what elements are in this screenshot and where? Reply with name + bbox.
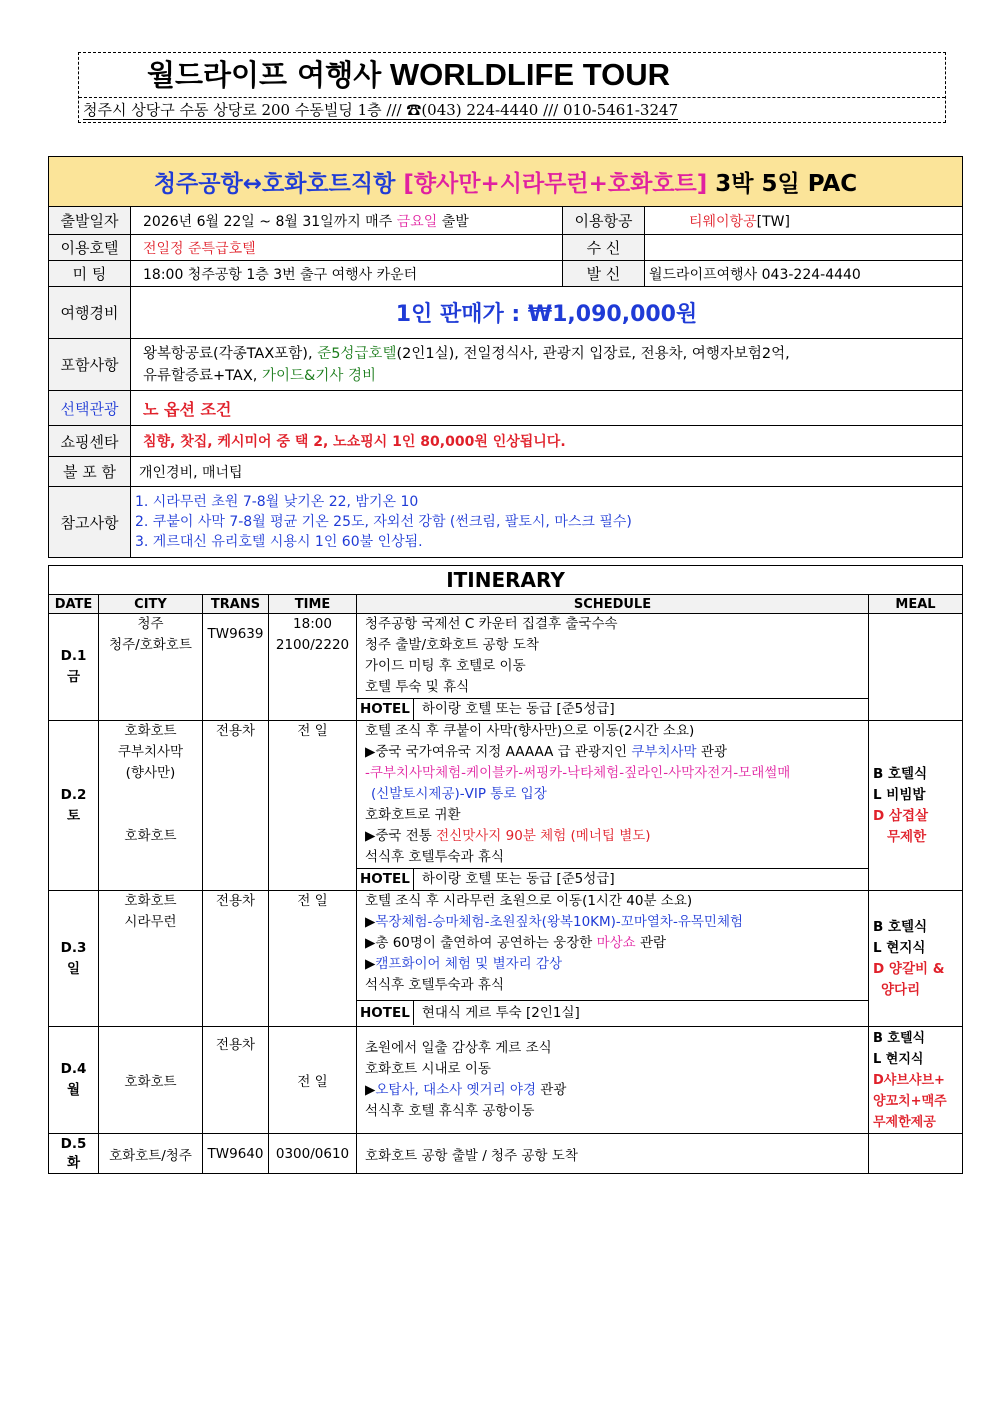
day-trans bbox=[203, 614, 269, 721]
depart-label: 출발일자 bbox=[49, 207, 131, 235]
shop-label: 쇼핑센타 bbox=[49, 426, 131, 457]
day-date: D.1 금 bbox=[49, 614, 99, 721]
meal-dinner: D 양갈비 & bbox=[873, 960, 945, 977]
schedule-line: 가이드 미팅 후 호텔로 이동 bbox=[365, 658, 526, 674]
hotel-tag: HOTEL bbox=[357, 1001, 414, 1025]
col-date: DATE bbox=[49, 595, 99, 614]
day-schedule bbox=[357, 891, 869, 1027]
hotel-tag: HOTEL bbox=[357, 869, 414, 890]
schedule-highlight: 쿠부치사막 bbox=[631, 744, 697, 760]
schedule-line: 호텔 조식 후 쿠붙이 사막(향사만)으로 이동(2시간 소요) bbox=[365, 723, 695, 739]
day-time bbox=[269, 891, 357, 1027]
day-city bbox=[99, 721, 203, 891]
day-time bbox=[269, 721, 357, 891]
recv-label: 수 신 bbox=[563, 235, 645, 261]
incl-meals: (2인1실), 전일정식사, 관광지 입장료, 전용차, 여행자보험2억, bbox=[396, 345, 790, 362]
company-address bbox=[79, 98, 945, 122]
trans-value: 전용차 bbox=[215, 1037, 256, 1053]
schedule-text: 관광 bbox=[536, 1082, 567, 1098]
meal-breakfast: B 호텔식 bbox=[873, 1030, 926, 1046]
company-name-en: WORLDLIFE TOUR bbox=[389, 57, 670, 92]
time-value: 전 일 bbox=[297, 723, 328, 739]
airline-name: 티웨이항공 bbox=[689, 213, 757, 230]
hotel-name: 하이랑 호텔 또는 동급 [준5성급] bbox=[421, 701, 615, 717]
schedule-highlight: 마상쇼 bbox=[596, 935, 636, 951]
note-item: 1. 시라무런 초원 7-8월 낮기온 22, 밤기온 10 bbox=[135, 494, 419, 510]
incl-hotel: 준5성급호텔 bbox=[317, 345, 397, 362]
excl-label: 불 포 함 bbox=[49, 457, 131, 487]
meal-dinner: D 삼겹살 bbox=[873, 807, 929, 824]
meal-dinner-note: 무제한 bbox=[887, 828, 927, 845]
schedule-line bbox=[365, 742, 868, 763]
schedule-text: 관광 bbox=[696, 744, 727, 760]
day-date: D.4 월 bbox=[49, 1027, 99, 1134]
incl-guide: 가이드&기사 경비 bbox=[262, 367, 376, 384]
notes bbox=[131, 487, 963, 558]
day-city: 호화호트 bbox=[99, 1027, 203, 1134]
day-meal bbox=[869, 1134, 963, 1174]
day-meal bbox=[869, 891, 963, 1027]
schedule-text: ▶중국 국가여유국 지정 AAAAA 급 관광지인 bbox=[365, 744, 632, 760]
day-meal bbox=[869, 721, 963, 891]
day-schedule bbox=[357, 721, 869, 891]
incl-label: 포함사항 bbox=[49, 339, 131, 391]
col-schedule: SCHEDULE bbox=[357, 595, 869, 614]
day-row bbox=[49, 1134, 963, 1174]
schedule-text: 관람 bbox=[635, 935, 667, 951]
airline-label: 이용항공 bbox=[563, 207, 645, 235]
city-line: 쿠부치사막 bbox=[117, 744, 184, 760]
price-value: 1인 판매가 : ₩1,090,000원 bbox=[131, 287, 963, 339]
schedule-highlight: 캠프화이어 체험 및 별자리 감상 bbox=[375, 956, 563, 972]
meal-breakfast: B 호텔식 bbox=[873, 918, 928, 935]
company-title bbox=[79, 53, 945, 98]
day-row bbox=[49, 1027, 963, 1134]
hotel-label: 이용호텔 bbox=[49, 235, 131, 261]
day-trans bbox=[203, 721, 269, 891]
day-meal bbox=[869, 1027, 963, 1134]
excl-value: 개인경비, 매너팁 bbox=[131, 457, 963, 487]
hotel-row bbox=[357, 1000, 869, 1025]
schedule-text: ▶ bbox=[365, 914, 376, 930]
hotel-row bbox=[357, 868, 869, 890]
day-schedule bbox=[357, 614, 869, 721]
hotel-name: 하이랑 호텔 또는 동급 [준5성급] bbox=[421, 871, 615, 887]
city-line: 청주 bbox=[137, 616, 164, 632]
option-label: 선택관광 bbox=[49, 391, 131, 426]
note-item: 3. 게르대신 유리호텔 시용시 1인 60불 인상됨. bbox=[135, 534, 423, 550]
depart-dates: 2026년 6월 22일 ~ 8월 31일까지 매주 bbox=[143, 213, 393, 230]
city-line: 청주/호화호트 bbox=[109, 637, 192, 653]
schedule-text: ▶ bbox=[365, 1082, 376, 1098]
schedule-line: 석식후 호텔투숙과 휴식 bbox=[365, 977, 504, 993]
schedule-text: ▶중국 전통 bbox=[365, 828, 437, 844]
col-meal: MEAL bbox=[869, 595, 963, 614]
col-trans: TRANS bbox=[203, 595, 269, 614]
recv-value bbox=[645, 235, 963, 261]
schedule-line: 초원에서 일출 감상후 게르 조식 bbox=[365, 1040, 552, 1056]
itinerary-heading: ITINERARY bbox=[49, 566, 963, 595]
schedule-line: 석식후 호텔투숙과 휴식 bbox=[365, 849, 504, 865]
schedule-line bbox=[365, 912, 868, 933]
schedule-line bbox=[365, 1080, 868, 1101]
meet-value: 18:00 청주공항 1층 3번 출구 여행사 카운터 bbox=[131, 261, 563, 287]
schedule-line: 호화호트 시내로 이동 bbox=[365, 1061, 491, 1077]
time-line: 2100/2220 bbox=[275, 637, 350, 653]
hotel-name: 현대식 게르 투숙 [2인1실] bbox=[421, 1005, 580, 1021]
meal-dinner: D샤브샤브+ bbox=[873, 1072, 945, 1088]
depart-value bbox=[131, 207, 563, 235]
time-line: 18:00 bbox=[293, 616, 332, 632]
schedule-line: 호텔 조식 후 시라무런 초원으로 이동(1시간 40분 소요) bbox=[365, 893, 693, 909]
schedule-line: -쿠부치사막체험-케이블카-써핑카-낙타체험-짚라인-사막자전거-모래썰매 bbox=[365, 765, 791, 781]
schedule-highlight: 전신맛사지 90분 체험 (메너팁 별도) bbox=[436, 828, 651, 844]
day-trans bbox=[203, 891, 269, 1027]
note-label: 참고사항 bbox=[49, 487, 131, 558]
col-city: CITY bbox=[99, 595, 203, 614]
day-row bbox=[49, 891, 963, 1027]
time-value: 전 일 bbox=[297, 893, 328, 909]
schedule-text: ▶ bbox=[365, 956, 376, 972]
schedule-line: 석식후 호텔 휴식후 공항이동 bbox=[365, 1103, 535, 1119]
tour-title bbox=[49, 157, 963, 207]
title-duration: 3박 5일 PAC bbox=[715, 171, 858, 197]
day-city: 호화호트/청주 bbox=[99, 1134, 203, 1174]
incl-fuel: 유류할증료+TAX, bbox=[143, 367, 258, 384]
meal-lunch: L 현지식 bbox=[873, 939, 926, 956]
schedule-line bbox=[365, 954, 868, 975]
title-places: [향사만+시라무런+호화호트] bbox=[403, 171, 708, 197]
meal-dinner-note: 양꼬치+맥주 bbox=[873, 1093, 947, 1109]
trans-value: 전용차 bbox=[215, 893, 256, 909]
hotel-tag: HOTEL bbox=[357, 699, 414, 720]
company-header bbox=[78, 52, 946, 123]
incl-value bbox=[131, 339, 963, 391]
airline-code: [TW] bbox=[756, 213, 790, 230]
schedule-highlight: 오탑사, 대소사 옛거리 야경 bbox=[375, 1082, 537, 1098]
city-line: 호화호트 bbox=[124, 723, 177, 739]
city-line: 시라무런 bbox=[124, 914, 177, 930]
day-time: 0300/0610 bbox=[269, 1134, 357, 1174]
meal-breakfast: B 호텔식 bbox=[873, 765, 928, 782]
title-route: 청주공항↔호화호트직항 bbox=[153, 171, 396, 197]
meal-lunch: L 비빔밥 bbox=[873, 786, 926, 803]
day-date: D.3 일 bbox=[49, 891, 99, 1027]
meal-dinner-note: 양다리 bbox=[881, 981, 921, 998]
schedule-text: ▶총 60명이 출연하여 공연하는 웅장한 bbox=[365, 935, 597, 951]
day-date: D.5 화 bbox=[49, 1134, 99, 1174]
city-line: 호화호트 bbox=[124, 828, 177, 844]
schedule-line: 청주공항 국제선 C 카운터 집결후 출국수속 bbox=[365, 616, 618, 632]
day-time bbox=[269, 614, 357, 721]
day-date: D.2 토 bbox=[49, 721, 99, 891]
day-row bbox=[49, 614, 963, 721]
day-schedule: 호화호트 공항 출발 / 청주 공항 도착 bbox=[357, 1134, 869, 1174]
schedule-line: 호화호트로 귀환 bbox=[365, 807, 461, 823]
day-city bbox=[99, 614, 203, 721]
schedule-highlight: 목장체험-승마체험-초원짚차(왕복10KM)-꼬마열차-유목민체험 bbox=[375, 914, 744, 930]
day-trans bbox=[203, 1027, 269, 1134]
day-schedule bbox=[357, 1027, 869, 1134]
schedule-line bbox=[365, 826, 868, 847]
airline-value bbox=[645, 207, 963, 235]
day-row bbox=[49, 721, 963, 891]
hotel-row bbox=[357, 698, 869, 720]
col-time: TIME bbox=[269, 595, 357, 614]
schedule-line: 호텔 투숙 및 휴식 bbox=[365, 679, 470, 695]
trans-value: 전용차 bbox=[215, 723, 256, 739]
city-line: 호화호트 bbox=[124, 893, 177, 909]
trans-value: TW9639 bbox=[207, 626, 264, 642]
send-value: 월드라이프여행사 043-224-4440 bbox=[645, 261, 963, 287]
incl-airfare: 왕복항공료(각종TAX포함), bbox=[143, 345, 313, 362]
address-text: 청주시 상당구 수동 상당로 200 수동빌딩 1층 /// ☎(043) 224-4440 /// 010-5461-3247 bbox=[83, 101, 679, 119]
price-label: 여행경비 bbox=[49, 287, 131, 339]
schedule-line: 청주 출발/호화호트 공항 도착 bbox=[365, 637, 539, 653]
schedule-line: (신발토시제공)-VIP 통로 입장 bbox=[371, 786, 547, 802]
send-label: 발 신 bbox=[563, 261, 645, 287]
meal-lunch: L 현지식 bbox=[873, 1051, 924, 1067]
city-line: (향사만) bbox=[125, 765, 176, 781]
tour-info-table bbox=[48, 156, 963, 558]
company-name-kr: 월드라이프 여행사 bbox=[147, 58, 382, 92]
schedule-line bbox=[365, 933, 868, 954]
depart-day: 금요일 bbox=[396, 213, 438, 230]
meal-dinner-note: 무제한제공 bbox=[873, 1114, 936, 1130]
day-time: 전 일 bbox=[269, 1027, 357, 1134]
day-meal bbox=[869, 614, 963, 721]
option-value: 노 옵션 조건 bbox=[131, 391, 963, 426]
meet-label: 미 팅 bbox=[49, 261, 131, 287]
hotel-value: 전일정 준특급호텔 bbox=[131, 235, 563, 261]
depart-suffix: 출발 bbox=[441, 213, 469, 230]
day-trans: TW9640 bbox=[203, 1134, 269, 1174]
shop-value: 침향, 찻집, 케시미어 중 택 2, 노쇼핑시 1인 80,000원 인상됩니다. bbox=[131, 426, 963, 457]
itinerary-table bbox=[48, 565, 963, 1174]
day-city bbox=[99, 891, 203, 1027]
note-item: 2. 쿠붙이 사막 7-8월 평균 기온 25도, 자외선 강함 (썬크림, 팔토시, 마스크 필수) bbox=[135, 514, 632, 530]
